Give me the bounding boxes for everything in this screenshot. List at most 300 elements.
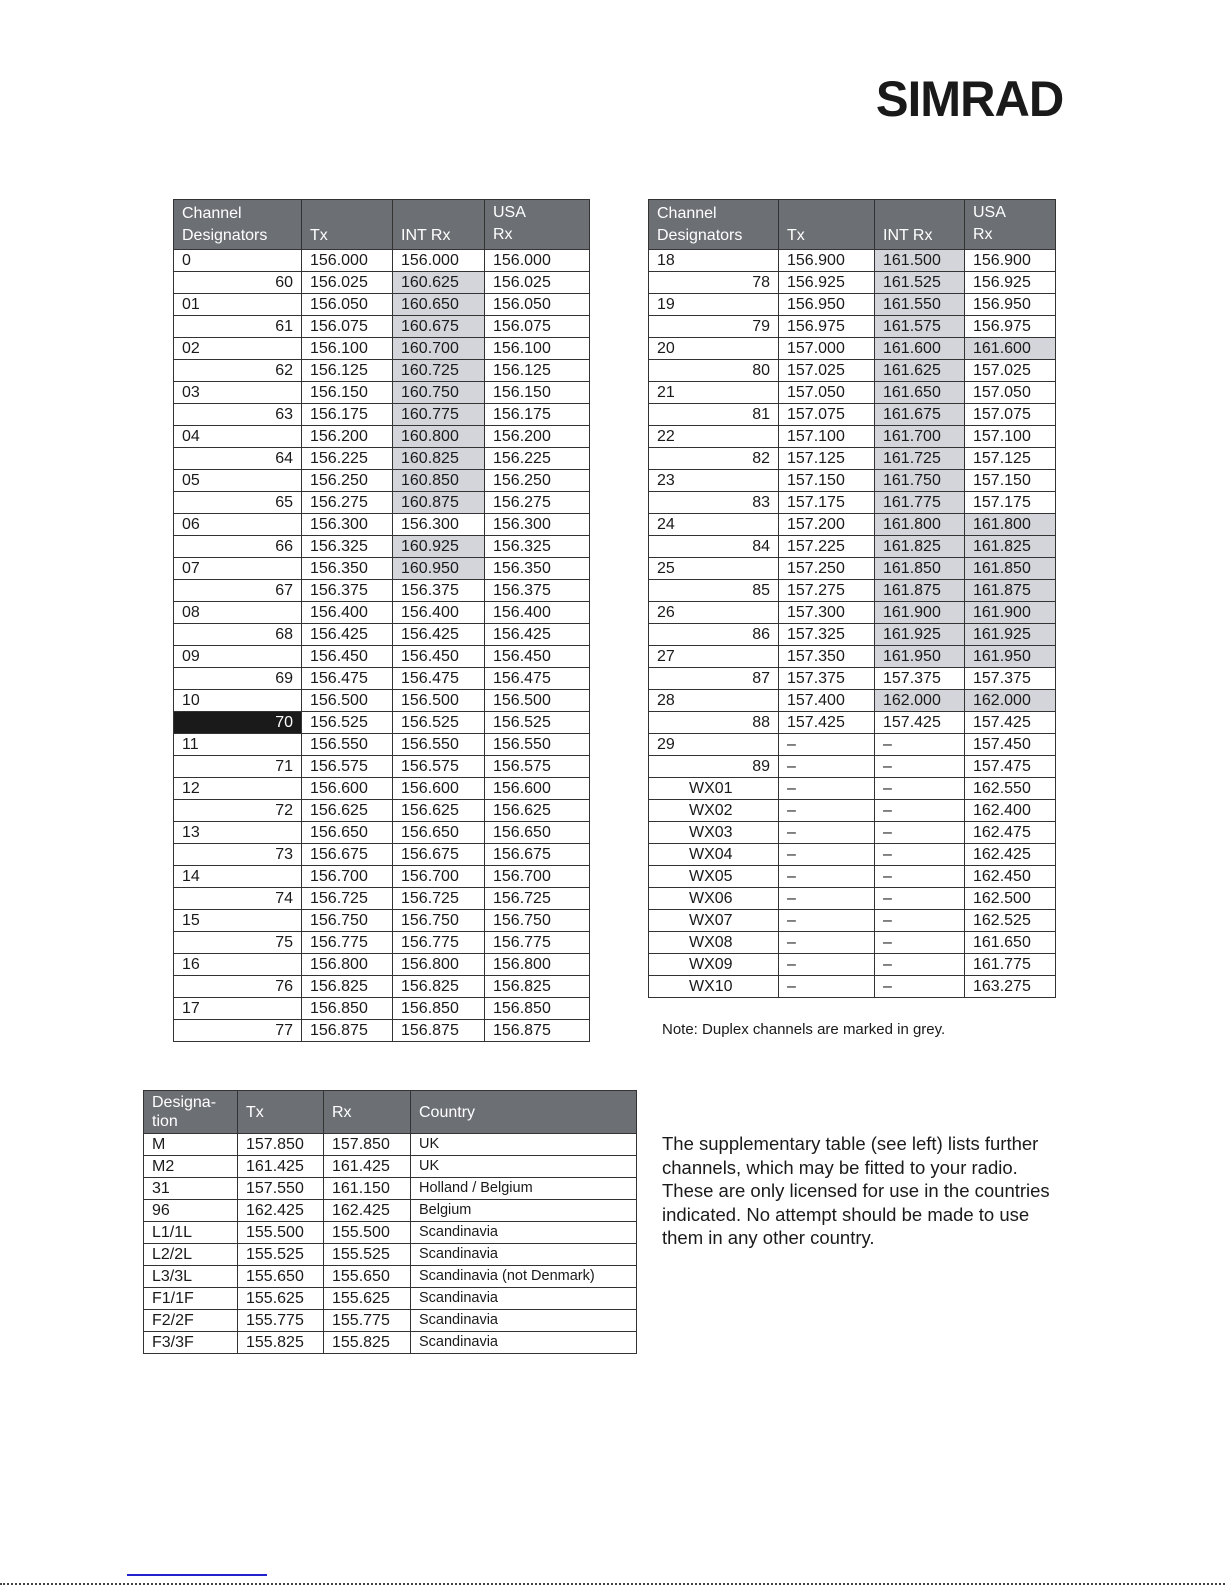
table-row [174, 712, 590, 734]
int-rx-cell: 156.625 [393, 800, 485, 822]
int-rx-cell: 161.900 [875, 602, 965, 624]
tx-cell: 157.850 [238, 1134, 324, 1156]
table-row [649, 338, 1056, 360]
tx-cell: – [779, 756, 875, 778]
usa-rx-cell: 156.675 [485, 844, 590, 866]
designation-cell: 96 [144, 1200, 238, 1222]
column-header: Country [411, 1091, 637, 1134]
country-cell: UK [411, 1134, 637, 1156]
rx-cell: 155.775 [324, 1310, 411, 1332]
usa-rx-cell: 156.175 [485, 404, 590, 426]
country-cell: Scandinavia [411, 1332, 637, 1354]
tx-cell: – [779, 734, 875, 756]
channel-cell: 10 [174, 690, 302, 712]
table-row [649, 360, 1056, 382]
channel-cell: 0 [174, 250, 302, 272]
tx-cell: 155.775 [238, 1310, 324, 1332]
int-rx-cell: 160.850 [393, 470, 485, 492]
supplementary-paragraph: The supplementary table (see left) lists further channels, which may be fitted to your radio. These are only licensed for use in the countries indicated. No attempt should be made to use them in any other country. [662, 1133, 1050, 1249]
table-row [174, 250, 590, 272]
channel-cell: 71 [174, 756, 302, 778]
tx-cell: 156.850 [302, 998, 393, 1020]
table-row [649, 492, 1056, 514]
channel-cell: 82 [649, 448, 779, 470]
designation-cell: L3/3L [144, 1266, 238, 1288]
int-rx-cell: – [875, 844, 965, 866]
simrad-logo: SIMRAD [875, 71, 1064, 127]
int-rx-cell: 157.375 [875, 668, 965, 690]
tx-cell: 156.075 [302, 316, 393, 338]
tx-cell: 156.575 [302, 756, 393, 778]
table-row [649, 932, 1056, 954]
table-row [649, 866, 1056, 888]
table-row [649, 558, 1056, 580]
int-rx-cell: 156.825 [393, 976, 485, 998]
tx-cell: 156.550 [302, 734, 393, 756]
channel-cell: 70 [174, 712, 302, 734]
table-row [649, 690, 1056, 712]
tx-cell: 156.525 [302, 712, 393, 734]
usa-rx-cell: 156.450 [485, 646, 590, 668]
channel-cell: 76 [174, 976, 302, 998]
channel-cell: 83 [649, 492, 779, 514]
table-row [144, 1134, 637, 1156]
table-row [174, 866, 590, 888]
channel-cell: 84 [649, 536, 779, 558]
rx-cell: 162.425 [324, 1200, 411, 1222]
int-rx-cell: 162.000 [875, 690, 965, 712]
channel-cell: 25 [649, 558, 779, 580]
int-rx-cell: 161.800 [875, 514, 965, 536]
table-row [144, 1156, 637, 1178]
rx-cell: 161.150 [324, 1178, 411, 1200]
int-rx-cell: 156.750 [393, 910, 485, 932]
channel-cell: 08 [174, 602, 302, 624]
tx-cell: 155.825 [238, 1332, 324, 1354]
tx-cell: – [779, 976, 875, 998]
int-rx-cell: 156.675 [393, 844, 485, 866]
usa-rx-cell: 157.075 [965, 404, 1056, 426]
int-rx-cell: 156.425 [393, 624, 485, 646]
rx-cell: 161.425 [324, 1156, 411, 1178]
country-cell: Scandinavia [411, 1244, 637, 1266]
channel-cell: 62 [174, 360, 302, 382]
int-rx-cell: 161.725 [875, 448, 965, 470]
tx-cell: 155.650 [238, 1266, 324, 1288]
tx-cell: 157.175 [779, 492, 875, 514]
table-row [174, 426, 590, 448]
country-cell: Scandinavia (not Denmark) [411, 1266, 637, 1288]
usa-rx-cell: 157.125 [965, 448, 1056, 470]
usa-rx-cell: 156.225 [485, 448, 590, 470]
table-row [649, 954, 1056, 976]
int-rx-cell: 161.750 [875, 470, 965, 492]
tx-cell: 156.475 [302, 668, 393, 690]
table-row [144, 1222, 637, 1244]
table-row [649, 712, 1056, 734]
tx-cell: 157.250 [779, 558, 875, 580]
int-rx-cell: 161.525 [875, 272, 965, 294]
channel-cell: 14 [174, 866, 302, 888]
table-row [649, 602, 1056, 624]
tx-cell: 157.300 [779, 602, 875, 624]
channel-cell: 28 [649, 690, 779, 712]
usa-rx-cell: 161.775 [965, 954, 1056, 976]
table-row [649, 888, 1056, 910]
table-row [649, 382, 1056, 404]
usa-rx-cell: 156.625 [485, 800, 590, 822]
channel-cell: 18 [649, 250, 779, 272]
designation-cell: F1/1F [144, 1288, 238, 1310]
int-rx-cell: 160.725 [393, 360, 485, 382]
table-row [144, 1266, 637, 1288]
table-row [174, 448, 590, 470]
table-row [144, 1200, 637, 1222]
tx-cell: 156.275 [302, 492, 393, 514]
table-row [174, 404, 590, 426]
country-cell: Scandinavia [411, 1310, 637, 1332]
designation-cell: 31 [144, 1178, 238, 1200]
designation-cell: L2/2L [144, 1244, 238, 1266]
usa-rx-cell: 156.550 [485, 734, 590, 756]
table-row [649, 250, 1056, 272]
tx-cell: 156.300 [302, 514, 393, 536]
table-row [649, 470, 1056, 492]
usa-rx-cell: 157.175 [965, 492, 1056, 514]
channel-cell: 65 [174, 492, 302, 514]
int-rx-cell: – [875, 932, 965, 954]
channel-cell: 04 [174, 426, 302, 448]
int-rx-cell: 161.700 [875, 426, 965, 448]
channel-cell: 80 [649, 360, 779, 382]
int-rx-cell: 156.000 [393, 250, 485, 272]
channel-cell: WX07 [649, 910, 779, 932]
channel-cell: 19 [649, 294, 779, 316]
table-row [144, 1310, 637, 1332]
int-rx-cell: 156.800 [393, 954, 485, 976]
usa-rx-cell: 156.350 [485, 558, 590, 580]
int-rx-cell: 160.750 [393, 382, 485, 404]
table-row [174, 910, 590, 932]
tx-cell: 157.050 [779, 382, 875, 404]
usa-rx-cell: 156.525 [485, 712, 590, 734]
tx-cell: 161.425 [238, 1156, 324, 1178]
channel-cell: WX01 [649, 778, 779, 800]
table-row [649, 426, 1056, 448]
channel-cell: 15 [174, 910, 302, 932]
table-row [649, 734, 1056, 756]
int-rx-cell: 160.775 [393, 404, 485, 426]
tx-cell: 156.200 [302, 426, 393, 448]
table-row [649, 448, 1056, 470]
usa-rx-cell: 156.375 [485, 580, 590, 602]
tx-cell: 162.425 [238, 1200, 324, 1222]
table-row [174, 558, 590, 580]
usa-rx-cell: 156.075 [485, 316, 590, 338]
table-row [174, 470, 590, 492]
supplementary-table [143, 1090, 637, 1354]
int-rx-cell: 156.700 [393, 866, 485, 888]
int-rx-cell: – [875, 866, 965, 888]
table-row [174, 514, 590, 536]
channel-cell: 78 [649, 272, 779, 294]
tx-cell: 156.650 [302, 822, 393, 844]
usa-rx-cell: 157.450 [965, 734, 1056, 756]
int-rx-cell: 160.950 [393, 558, 485, 580]
tx-cell: 157.550 [238, 1178, 324, 1200]
int-rx-cell: 161.500 [875, 250, 965, 272]
usa-rx-cell: 156.825 [485, 976, 590, 998]
tx-cell: 157.400 [779, 690, 875, 712]
designation-cell: M2 [144, 1156, 238, 1178]
table-row [174, 690, 590, 712]
usa-rx-cell: 161.875 [965, 580, 1056, 602]
int-rx-cell: 161.775 [875, 492, 965, 514]
usa-rx-cell: 162.000 [965, 690, 1056, 712]
usa-rx-cell: 156.325 [485, 536, 590, 558]
column-header: USA Rx [485, 200, 590, 250]
channel-cell: 73 [174, 844, 302, 866]
table-row [649, 580, 1056, 602]
channel-cell: WX09 [649, 954, 779, 976]
duplex-note: Note: Duplex channels are marked in grey. [662, 1021, 946, 1038]
table-row [174, 338, 590, 360]
tx-cell: 157.000 [779, 338, 875, 360]
tx-cell: 156.350 [302, 558, 393, 580]
table-row [144, 1178, 637, 1200]
rx-cell: 155.650 [324, 1266, 411, 1288]
tx-cell: 156.800 [302, 954, 393, 976]
channel-cell: 61 [174, 316, 302, 338]
table-row [174, 756, 590, 778]
tx-cell: 157.275 [779, 580, 875, 602]
int-rx-cell: 156.600 [393, 778, 485, 800]
usa-rx-cell: 156.025 [485, 272, 590, 294]
table-row [649, 778, 1056, 800]
table-row [174, 1020, 590, 1042]
usa-rx-cell: 162.475 [965, 822, 1056, 844]
country-cell: Holland / Belgium [411, 1178, 637, 1200]
tx-cell: 155.625 [238, 1288, 324, 1310]
tx-cell: 156.925 [779, 272, 875, 294]
usa-rx-cell: 156.925 [965, 272, 1056, 294]
usa-rx-cell: 156.875 [485, 1020, 590, 1042]
int-rx-cell: 161.850 [875, 558, 965, 580]
int-rx-cell: 156.550 [393, 734, 485, 756]
int-rx-cell: 161.675 [875, 404, 965, 426]
channel-cell: 68 [174, 624, 302, 646]
tx-cell: 157.425 [779, 712, 875, 734]
table-row [174, 668, 590, 690]
int-rx-cell: 160.875 [393, 492, 485, 514]
int-rx-cell: 161.925 [875, 624, 965, 646]
designation-cell: L1/1L [144, 1222, 238, 1244]
table-row [174, 272, 590, 294]
tx-cell: – [779, 866, 875, 888]
usa-rx-cell: 156.850 [485, 998, 590, 1020]
usa-rx-cell: 162.450 [965, 866, 1056, 888]
channel-cell: 13 [174, 822, 302, 844]
int-rx-cell: 156.850 [393, 998, 485, 1020]
usa-rx-cell: 156.250 [485, 470, 590, 492]
usa-rx-cell: 156.200 [485, 426, 590, 448]
usa-rx-cell: 161.850 [965, 558, 1056, 580]
table-row [649, 822, 1056, 844]
table-row [144, 1332, 637, 1354]
usa-rx-cell: 156.150 [485, 382, 590, 404]
int-rx-cell: – [875, 800, 965, 822]
channel-cell: WX10 [649, 976, 779, 998]
channel-cell: 05 [174, 470, 302, 492]
table-row [649, 272, 1056, 294]
channel-cell: 75 [174, 932, 302, 954]
channel-cell: 17 [174, 998, 302, 1020]
channel-cell: 26 [649, 602, 779, 624]
column-header: Tx [302, 200, 393, 250]
table-row [649, 514, 1056, 536]
rx-cell: 155.825 [324, 1332, 411, 1354]
table-row [144, 1288, 637, 1310]
table-row [649, 668, 1056, 690]
table-row [174, 580, 590, 602]
column-header: Tx [779, 200, 875, 250]
usa-rx-cell: 157.425 [965, 712, 1056, 734]
link-underline [127, 1574, 267, 1576]
table-row [649, 316, 1056, 338]
designation-cell: F3/3F [144, 1332, 238, 1354]
tx-cell: 156.725 [302, 888, 393, 910]
tx-cell: 157.375 [779, 668, 875, 690]
table-row [174, 998, 590, 1020]
usa-rx-cell: 156.700 [485, 866, 590, 888]
tx-cell: 156.450 [302, 646, 393, 668]
tx-cell: 156.675 [302, 844, 393, 866]
usa-rx-cell: 157.475 [965, 756, 1056, 778]
usa-rx-cell: 157.025 [965, 360, 1056, 382]
channel-cell: WX05 [649, 866, 779, 888]
tx-cell: 156.700 [302, 866, 393, 888]
tx-cell: – [779, 778, 875, 800]
channel-cell: 60 [174, 272, 302, 294]
channel-cell: 74 [174, 888, 302, 910]
tx-cell: – [779, 822, 875, 844]
usa-rx-cell: 156.275 [485, 492, 590, 514]
usa-rx-cell: 161.925 [965, 624, 1056, 646]
int-rx-cell: 160.650 [393, 294, 485, 316]
int-rx-cell: 156.375 [393, 580, 485, 602]
channel-cell: 22 [649, 426, 779, 448]
table-row [174, 646, 590, 668]
channel-cell: 67 [174, 580, 302, 602]
channel-cell: 72 [174, 800, 302, 822]
tx-cell: 157.350 [779, 646, 875, 668]
usa-rx-cell: 156.425 [485, 624, 590, 646]
int-rx-cell: 160.700 [393, 338, 485, 360]
rx-cell: 155.500 [324, 1222, 411, 1244]
tx-cell: 156.975 [779, 316, 875, 338]
channel-cell: 11 [174, 734, 302, 756]
rx-cell: 155.625 [324, 1288, 411, 1310]
int-rx-cell: 156.500 [393, 690, 485, 712]
tx-cell: 156.225 [302, 448, 393, 470]
usa-rx-cell: 156.400 [485, 602, 590, 624]
channel-cell: 16 [174, 954, 302, 976]
tx-cell: 157.325 [779, 624, 875, 646]
tx-cell: – [779, 800, 875, 822]
int-rx-cell: 156.650 [393, 822, 485, 844]
table-row [649, 756, 1056, 778]
table-row [649, 404, 1056, 426]
channel-cell: 89 [649, 756, 779, 778]
channel-cell: 69 [174, 668, 302, 690]
country-cell: Scandinavia [411, 1222, 637, 1244]
int-rx-cell: – [875, 888, 965, 910]
table-row [174, 492, 590, 514]
tx-cell: 156.175 [302, 404, 393, 426]
int-rx-cell: – [875, 954, 965, 976]
channel-cell: 79 [649, 316, 779, 338]
tx-cell: – [779, 888, 875, 910]
usa-rx-cell: 162.525 [965, 910, 1056, 932]
channel-cell: 20 [649, 338, 779, 360]
table-row [174, 734, 590, 756]
usa-rx-cell: 156.950 [965, 294, 1056, 316]
channel-cell: 07 [174, 558, 302, 580]
table-row [649, 536, 1056, 558]
usa-rx-cell: 157.375 [965, 668, 1056, 690]
channel-cell: 29 [649, 734, 779, 756]
channel-cell: 86 [649, 624, 779, 646]
int-rx-cell: 156.300 [393, 514, 485, 536]
channel-cell: 24 [649, 514, 779, 536]
usa-rx-cell: 156.750 [485, 910, 590, 932]
designation-cell: F2/2F [144, 1310, 238, 1332]
usa-rx-cell: 161.800 [965, 514, 1056, 536]
int-rx-cell: 161.875 [875, 580, 965, 602]
tx-cell: 156.050 [302, 294, 393, 316]
int-rx-cell: 156.575 [393, 756, 485, 778]
tx-cell: 156.025 [302, 272, 393, 294]
tx-cell: 156.950 [779, 294, 875, 316]
tx-cell: 156.325 [302, 536, 393, 558]
country-cell: Scandinavia [411, 1288, 637, 1310]
tx-cell: – [779, 910, 875, 932]
tx-cell: 156.100 [302, 338, 393, 360]
tx-cell: 156.600 [302, 778, 393, 800]
tx-cell: 155.525 [238, 1244, 324, 1266]
country-cell: UK [411, 1156, 637, 1178]
int-rx-cell: – [875, 734, 965, 756]
channel-cell: WX03 [649, 822, 779, 844]
table-row [174, 844, 590, 866]
usa-rx-cell: 156.500 [485, 690, 590, 712]
int-rx-cell: 157.425 [875, 712, 965, 734]
int-rx-cell: 161.625 [875, 360, 965, 382]
usa-rx-cell: 161.900 [965, 602, 1056, 624]
channel-cell: 87 [649, 668, 779, 690]
table-row [174, 360, 590, 382]
usa-rx-cell: 156.100 [485, 338, 590, 360]
channel-table-left [173, 199, 590, 1042]
column-header: INT Rx [393, 200, 485, 250]
column-header: Tx [238, 1091, 324, 1134]
usa-rx-cell: 156.650 [485, 822, 590, 844]
usa-rx-cell: 156.475 [485, 668, 590, 690]
tx-cell: 157.200 [779, 514, 875, 536]
int-rx-cell: 160.800 [393, 426, 485, 448]
tx-cell: 157.150 [779, 470, 875, 492]
int-rx-cell: – [875, 822, 965, 844]
